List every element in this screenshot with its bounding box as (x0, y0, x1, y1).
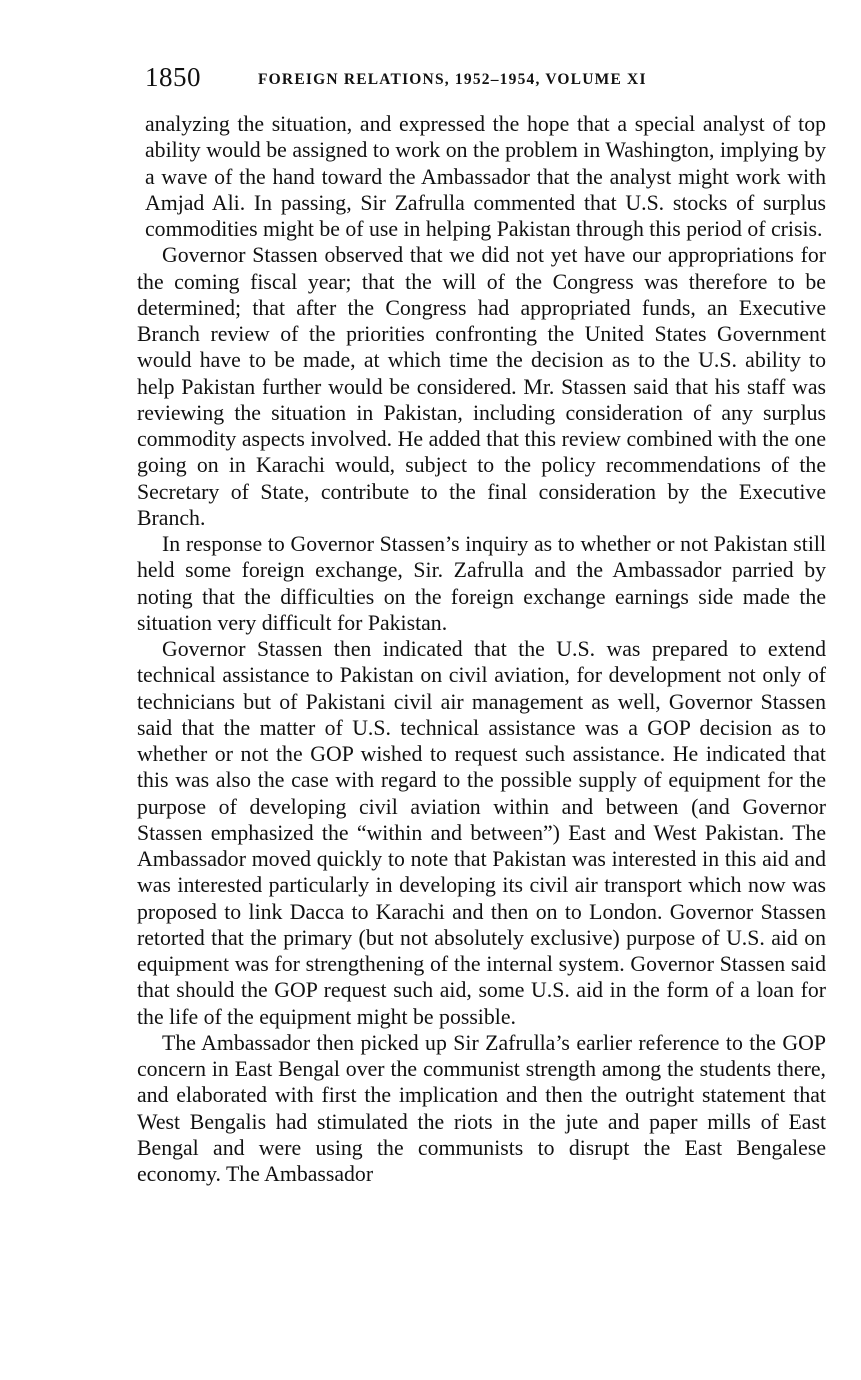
paragraph: The Ambassador then picked up Sir Zafrulla’s earlier reference to the GOP concern in East Bengal over the communist strength among the students there, and elaborated with first the implication and then the outright statement that West Bengalis had stimulated the riots in the jute and paper mills of East Bengal and were using the communists to disrupt the East Bengalese economy. The Ambassador (137, 1030, 826, 1186)
paragraph: Governor Stassen then indicated that the U.S. was prepared to extend technical assistance to Pakistan on civil aviation, for development not only of technicians but of Pakistani civil air management as well, Governor Stassen said that the matter of U.S. technical assistance was a GOP decision as to whether or not the GOP wished to request such assistance. He indicated that this was also the case with regard to the possible supply of equipment for the purpose of developing civil aviation within and between (and Governor Stassen emphasized the “within and between”) East and West Pakistan. The Ambassador moved quickly to note that Pakistan was interested in this aid and was interested particularly in developing its civil air transport which now was proposed to link Dacca to Karachi and then on to London. Governor Stassen retorted that the primary (but not absolutely exclusive) purpose of U.S. aid on equipment was for strengthening of the internal system. Governor Stassen said that should the GOP request such aid, some U.S. aid in the form of a loan for the life of the equipment might be possible. (137, 637, 826, 1029)
paragraph: In response to Governor Stassen’s inquiry as to whether or not Pakistan still held some foreign exchange, Sir. Zafrulla and the Ambassador parried by noting that the difficulties on the foreign exchange earnings side made the situation very difficult for Pakistan. (137, 532, 826, 635)
running-head (145, 62, 825, 96)
running-title: FOREIGN RELATIONS, 1952–1954, VOLUME XI (258, 71, 647, 88)
page-number: 1850 (145, 62, 201, 92)
paragraph: Governor Stassen observed that we did not yet have our appropriations for the coming fiscal year; that the will of the Congress was therefore to be determined; that after the Congress had appropriated funds, an Executive Branch review of the priorities confronting the United States Government would have to be made, at which time the decision as to the U.S. ability to help Pakistan further would be considered. Mr. Stassen said that his staff was reviewing the situation in Pakistan, including consideration of any surplus commodity aspects involved. He added that this review combined with the one going on in Karachi would, subject to the policy recommendations of the Secretary of State, contribute to the final consideration by the Executive Branch. (137, 243, 826, 530)
paragraph-continued: analyzing the situation, and expressed the hope that a special analyst of top ability would be assigned to work on the problem in Washington, implying by a wave of the hand toward the Ambassador that the analyst might work with Amjad Ali. In passing, Sir Zafrulla commented that U.S. stocks of surplus commodities might be of use in helping Pakistan through this period of crisis. (145, 112, 826, 241)
body-text (137, 111, 826, 1187)
